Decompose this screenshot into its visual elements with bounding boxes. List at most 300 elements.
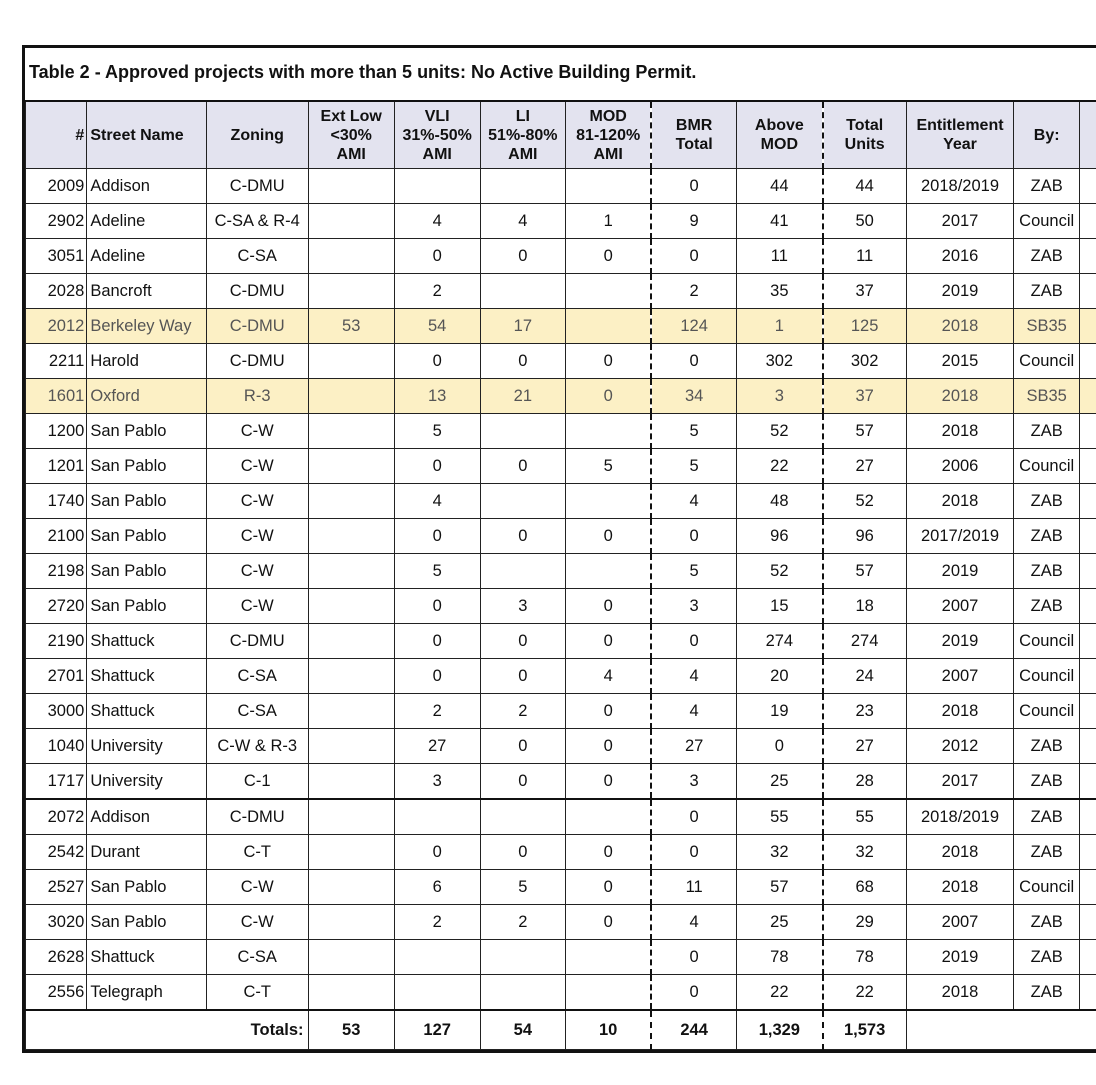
cell-extra [1080, 589, 1096, 624]
col-header-year [906, 101, 1014, 169]
cell-extra [1080, 659, 1096, 694]
cell-li: 0 [480, 519, 566, 554]
cell-bmr: 4 [651, 659, 736, 694]
cell-by: ZAB [1014, 239, 1080, 274]
cell-extra [1080, 975, 1096, 1011]
cell-street: Berkeley Way [87, 309, 207, 344]
cell-mod [566, 169, 651, 204]
cell-year: 2007 [906, 905, 1014, 940]
cell-li [480, 799, 566, 835]
cell-num: 1717 [26, 764, 87, 800]
header-line: 81-120% [576, 126, 641, 144]
cell-zoning: R-3 [206, 379, 308, 414]
col-header-extlow [308, 101, 394, 169]
cell-above: 78 [737, 940, 823, 975]
cell-vli: 6 [394, 870, 480, 905]
col-header-mod [566, 101, 651, 169]
cell-extra [1080, 554, 1096, 589]
cell-extlow [308, 940, 394, 975]
table-row [26, 870, 1096, 905]
cell-bmr: 0 [651, 940, 736, 975]
cell-vli: 4 [394, 204, 480, 239]
cell-bmr: 5 [651, 449, 736, 484]
header-line: AMI [336, 145, 366, 163]
cell-extlow [308, 764, 394, 800]
header-line: 31%-50% [402, 126, 472, 144]
cell-by: ZAB [1014, 484, 1080, 519]
cell-extra [1080, 344, 1096, 379]
cell-mod: 0 [566, 764, 651, 800]
cell-zoning: C-W [206, 554, 308, 589]
cell-above: 41 [737, 204, 823, 239]
cell-num: 2628 [26, 940, 87, 975]
cell-year: 2018 [906, 484, 1014, 519]
cell-mod: 0 [566, 379, 651, 414]
cell-extlow [308, 379, 394, 414]
cell-bmr: 0 [651, 799, 736, 835]
col-header-by: By: [1014, 101, 1080, 169]
cell-zoning: C-W [206, 449, 308, 484]
header-line: AMI [508, 145, 538, 163]
cell-bmr: 0 [651, 344, 736, 379]
cell-extlow [308, 589, 394, 624]
cell-zoning: C-W [206, 414, 308, 449]
cell-extlow [308, 204, 394, 239]
totals-vli: 127 [394, 1010, 480, 1050]
cell-zoning: C-DMU [206, 169, 308, 204]
cell-above: 15 [737, 589, 823, 624]
table-row [26, 905, 1096, 940]
cell-li: 4 [480, 204, 566, 239]
header-line: MOD [760, 136, 798, 153]
table-row [26, 554, 1096, 589]
totals-li: 54 [480, 1010, 566, 1050]
cell-by: ZAB [1014, 169, 1080, 204]
cell-by: ZAB [1014, 414, 1080, 449]
header-line: LI [515, 107, 530, 125]
cell-mod [566, 975, 651, 1011]
cell-num: 1740 [26, 484, 87, 519]
totals-blank [906, 1010, 1096, 1050]
cell-street: Bancroft [87, 274, 207, 309]
cell-bmr: 124 [651, 309, 736, 344]
cell-vli: 0 [394, 519, 480, 554]
cell-num: 2190 [26, 624, 87, 659]
cell-vli: 3 [394, 764, 480, 800]
cell-by: ZAB [1014, 274, 1080, 309]
cell-li: 2 [480, 694, 566, 729]
cell-extlow [308, 870, 394, 905]
cell-zoning: C-W [206, 905, 308, 940]
cell-total: 57 [823, 554, 907, 589]
cell-extlow [308, 729, 394, 764]
cell-by: Council [1014, 659, 1080, 694]
cell-extlow [308, 449, 394, 484]
cell-num: 2072 [26, 799, 87, 835]
cell-zoning: C-SA [206, 694, 308, 729]
cell-mod: 4 [566, 659, 651, 694]
totals-above: 1,329 [737, 1010, 823, 1050]
cell-above: 302 [737, 344, 823, 379]
cell-zoning: C-SA & R-4 [206, 204, 308, 239]
cell-extra [1080, 309, 1096, 344]
cell-total: 27 [823, 729, 907, 764]
cell-extra [1080, 764, 1096, 800]
cell-above: 0 [737, 729, 823, 764]
cell-num: 1201 [26, 449, 87, 484]
cell-total: 44 [823, 169, 907, 204]
cell-zoning: C-DMU [206, 274, 308, 309]
cell-vli: 0 [394, 239, 480, 274]
cell-vli: 13 [394, 379, 480, 414]
table-row [26, 379, 1096, 414]
header-line: AMI [593, 145, 623, 163]
table-row [26, 659, 1096, 694]
cell-above: 35 [737, 274, 823, 309]
cell-above: 1 [737, 309, 823, 344]
cell-extlow [308, 169, 394, 204]
cell-street: Adeline [87, 204, 207, 239]
cell-li [480, 975, 566, 1011]
col-header-li [480, 101, 566, 169]
cell-vli: 2 [394, 694, 480, 729]
cell-zoning: C-DMU [206, 799, 308, 835]
cell-extlow [308, 239, 394, 274]
cell-year: 2018 [906, 975, 1014, 1011]
cell-li [480, 554, 566, 589]
cell-vli: 0 [394, 624, 480, 659]
cell-street: San Pablo [87, 414, 207, 449]
cell-num: 2720 [26, 589, 87, 624]
cell-li: 0 [480, 659, 566, 694]
table-row [26, 624, 1096, 659]
cell-mod: 1 [566, 204, 651, 239]
cell-total: 37 [823, 274, 907, 309]
cell-year: 2018 [906, 835, 1014, 870]
cell-street: Shattuck [87, 624, 207, 659]
cell-extra [1080, 274, 1096, 309]
cell-extra [1080, 449, 1096, 484]
cell-by: Council [1014, 204, 1080, 239]
cell-total: 29 [823, 905, 907, 940]
cell-total: 274 [823, 624, 907, 659]
cell-extlow [308, 624, 394, 659]
table-row [26, 589, 1096, 624]
cell-by: Council [1014, 694, 1080, 729]
cell-vli [394, 799, 480, 835]
cell-above: 48 [737, 484, 823, 519]
cell-extra [1080, 870, 1096, 905]
cell-bmr: 3 [651, 589, 736, 624]
cell-year: 2012 [906, 729, 1014, 764]
cell-extra [1080, 484, 1096, 519]
cell-by: SB35 [1014, 309, 1080, 344]
cell-li: 0 [480, 344, 566, 379]
table-row [26, 449, 1096, 484]
cell-li: 0 [480, 729, 566, 764]
table-row [26, 975, 1096, 1011]
cell-by: ZAB [1014, 835, 1080, 870]
cell-num: 1040 [26, 729, 87, 764]
cell-total: 18 [823, 589, 907, 624]
cell-street: University [87, 729, 207, 764]
cell-zoning: C-DMU [206, 344, 308, 379]
cell-year: 2018 [906, 414, 1014, 449]
cell-li: 5 [480, 870, 566, 905]
cell-li: 0 [480, 449, 566, 484]
cell-bmr: 5 [651, 554, 736, 589]
cell-street: Shattuck [87, 694, 207, 729]
col-header-vli [394, 101, 480, 169]
cell-bmr: 4 [651, 694, 736, 729]
header-line: Year [943, 136, 977, 153]
cell-num: 2009 [26, 169, 87, 204]
cell-li: 0 [480, 624, 566, 659]
cell-by: ZAB [1014, 940, 1080, 975]
cell-num: 2542 [26, 835, 87, 870]
cell-bmr: 34 [651, 379, 736, 414]
cell-year: 2007 [906, 659, 1014, 694]
cell-year: 2018 [906, 694, 1014, 729]
cell-street: Harold [87, 344, 207, 379]
cell-by: Council [1014, 344, 1080, 379]
cell-bmr: 27 [651, 729, 736, 764]
cell-vli: 0 [394, 589, 480, 624]
cell-extlow [308, 835, 394, 870]
cell-li [480, 414, 566, 449]
cell-bmr: 0 [651, 169, 736, 204]
table-row [26, 799, 1096, 835]
cell-li [480, 484, 566, 519]
header-line: Units [844, 136, 885, 153]
cell-bmr: 4 [651, 484, 736, 519]
cell-vli: 27 [394, 729, 480, 764]
cell-li: 0 [480, 239, 566, 274]
cell-street: San Pablo [87, 449, 207, 484]
cell-vli: 0 [394, 835, 480, 870]
table-row [26, 414, 1096, 449]
cell-extlow [308, 484, 394, 519]
header-line: Above [754, 117, 804, 134]
cell-street: San Pablo [87, 870, 207, 905]
totals-total: 1,573 [823, 1010, 907, 1050]
table-row [26, 309, 1096, 344]
cell-total: 24 [823, 659, 907, 694]
cell-extra [1080, 169, 1096, 204]
cell-extlow [308, 554, 394, 589]
cell-total: 11 [823, 239, 907, 274]
cell-above: 20 [737, 659, 823, 694]
col-header-num: # [26, 101, 87, 169]
cell-total: 27 [823, 449, 907, 484]
cell-street: San Pablo [87, 589, 207, 624]
cell-street: Oxford [87, 379, 207, 414]
cell-total: 78 [823, 940, 907, 975]
cell-num: 1601 [26, 379, 87, 414]
cell-year: 2018/2019 [906, 799, 1014, 835]
cell-street: Addison [87, 799, 207, 835]
table-row [26, 344, 1096, 379]
cell-street: Telegraph [87, 975, 207, 1011]
header-line: MOD [589, 107, 627, 125]
cell-extlow [308, 659, 394, 694]
table-frame [22, 45, 1096, 1053]
cell-above: 22 [737, 449, 823, 484]
cell-bmr: 0 [651, 239, 736, 274]
cell-num: 2100 [26, 519, 87, 554]
cell-year: 2017 [906, 204, 1014, 239]
cell-extlow [308, 905, 394, 940]
totals-label: Totals: [26, 1010, 309, 1050]
cell-extra [1080, 414, 1096, 449]
cell-by: ZAB [1014, 729, 1080, 764]
cell-num: 2902 [26, 204, 87, 239]
cell-street: San Pablo [87, 554, 207, 589]
cell-bmr: 11 [651, 870, 736, 905]
header-line: VLI [424, 107, 450, 125]
cell-mod [566, 554, 651, 589]
cell-vli: 5 [394, 554, 480, 589]
cell-street: San Pablo [87, 519, 207, 554]
header-line: Total [675, 136, 713, 153]
cell-street: Adeline [87, 239, 207, 274]
cell-num: 2211 [26, 344, 87, 379]
cell-total: 55 [823, 799, 907, 835]
table-row [26, 519, 1096, 554]
col-header-above [737, 101, 823, 169]
cell-num: 2556 [26, 975, 87, 1011]
cell-zoning: C-W [206, 519, 308, 554]
cell-vli: 0 [394, 659, 480, 694]
cell-mod [566, 414, 651, 449]
cell-zoning: C-SA [206, 239, 308, 274]
cell-num: 2028 [26, 274, 87, 309]
cell-above: 44 [737, 169, 823, 204]
cell-mod: 0 [566, 589, 651, 624]
cell-li: 0 [480, 764, 566, 800]
cell-li [480, 940, 566, 975]
cell-year: 2007 [906, 589, 1014, 624]
cell-mod [566, 309, 651, 344]
cell-extra [1080, 799, 1096, 835]
cell-zoning: C-W [206, 484, 308, 519]
cell-mod: 0 [566, 239, 651, 274]
cell-year: 2019 [906, 624, 1014, 659]
cell-year: 2018 [906, 379, 1014, 414]
cell-total: 57 [823, 414, 907, 449]
cell-by: SB35 [1014, 379, 1080, 414]
table-row [26, 274, 1096, 309]
header-line: <30% [330, 126, 372, 144]
cell-li [480, 274, 566, 309]
cell-street: Durant [87, 835, 207, 870]
cell-mod: 0 [566, 624, 651, 659]
cell-above: 32 [737, 835, 823, 870]
cell-vli: 4 [394, 484, 480, 519]
cell-year: 2017 [906, 764, 1014, 800]
cell-mod: 0 [566, 729, 651, 764]
cell-total: 50 [823, 204, 907, 239]
cell-mod: 0 [566, 835, 651, 870]
cell-extra [1080, 239, 1096, 274]
cell-total: 302 [823, 344, 907, 379]
cell-extra [1080, 379, 1096, 414]
cell-by: ZAB [1014, 519, 1080, 554]
cell-extlow: 53 [308, 309, 394, 344]
cell-bmr: 0 [651, 975, 736, 1011]
projects-table [25, 100, 1096, 1050]
cell-zoning: C-T [206, 835, 308, 870]
cell-year: 2018/2019 [906, 169, 1014, 204]
cell-by: Council [1014, 624, 1080, 659]
cell-num: 1200 [26, 414, 87, 449]
cell-above: 274 [737, 624, 823, 659]
cell-num: 2198 [26, 554, 87, 589]
cell-extlow [308, 799, 394, 835]
cell-zoning: C-W [206, 589, 308, 624]
cell-street: San Pablo [87, 484, 207, 519]
cell-extra [1080, 519, 1096, 554]
cell-above: 96 [737, 519, 823, 554]
cell-num: 2701 [26, 659, 87, 694]
cell-street: Addison [87, 169, 207, 204]
cell-by: Council [1014, 449, 1080, 484]
header-line: Total [846, 117, 884, 134]
cell-zoning: C-W [206, 870, 308, 905]
cell-above: 11 [737, 239, 823, 274]
cell-extlow [308, 519, 394, 554]
cell-mod [566, 799, 651, 835]
cell-vli [394, 975, 480, 1011]
cell-vli: 54 [394, 309, 480, 344]
cell-street: San Pablo [87, 905, 207, 940]
cell-year: 2006 [906, 449, 1014, 484]
cell-total: 125 [823, 309, 907, 344]
cell-li: 17 [480, 309, 566, 344]
cell-extlow [308, 274, 394, 309]
cell-bmr: 0 [651, 835, 736, 870]
cell-total: 37 [823, 379, 907, 414]
table-row [26, 764, 1096, 800]
cell-year: 2016 [906, 239, 1014, 274]
table-row [26, 835, 1096, 870]
cell-bmr: 3 [651, 764, 736, 800]
header-line: 51%-80% [488, 126, 558, 144]
cell-bmr: 0 [651, 519, 736, 554]
totals-extlow: 53 [308, 1010, 394, 1050]
col-header-bmr [651, 101, 736, 169]
cell-zoning: C-T [206, 975, 308, 1011]
cell-extlow [308, 344, 394, 379]
cell-extra [1080, 905, 1096, 940]
cell-li: 2 [480, 905, 566, 940]
cell-year: 2019 [906, 940, 1014, 975]
cell-by: Council [1014, 870, 1080, 905]
cell-total: 23 [823, 694, 907, 729]
header-line: Ext Low [320, 107, 382, 125]
cell-extra [1080, 694, 1096, 729]
cell-above: 25 [737, 905, 823, 940]
cell-above: 57 [737, 870, 823, 905]
cell-vli: 0 [394, 344, 480, 379]
cell-zoning: C-1 [206, 764, 308, 800]
cell-mod [566, 940, 651, 975]
cell-mod [566, 484, 651, 519]
col-header-street: Street Name [87, 101, 207, 169]
col-header-extra [1080, 101, 1096, 169]
table-body [26, 169, 1096, 1050]
cell-bmr: 2 [651, 274, 736, 309]
